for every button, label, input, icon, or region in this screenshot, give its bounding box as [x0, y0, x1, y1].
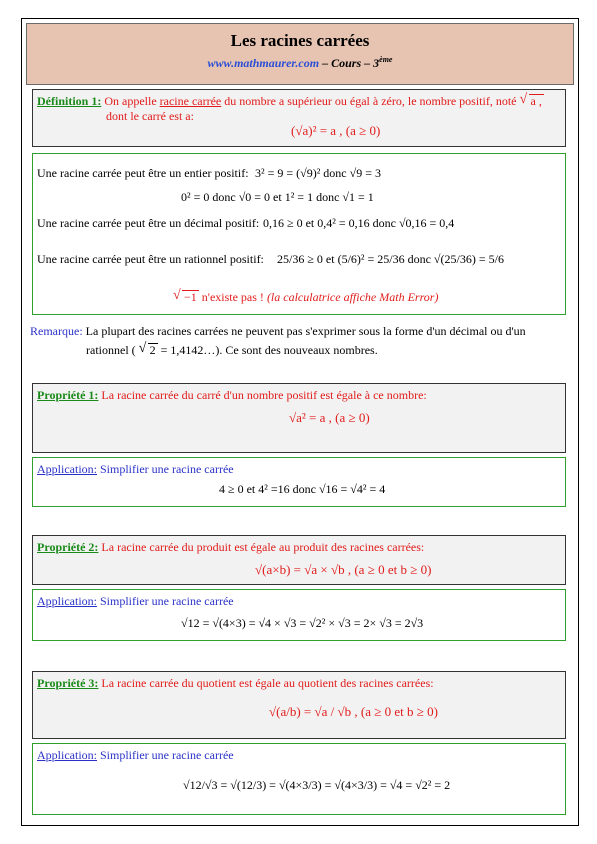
application-2-formula: √12 = √(4×3) = √4 × √3 = √2² × √3 = 2× √3 = 2√3 [181, 616, 424, 630]
application-3-text: Simplifier une racine carrée [100, 748, 234, 762]
site-link[interactable]: www.mathmaurer.com [207, 56, 320, 70]
remark-line1 [30, 324, 526, 339]
definition-line1 [37, 94, 544, 109]
remark-line2 [86, 343, 378, 358]
property-1-line [37, 388, 427, 403]
negative-note: (la calculatrice affiche Math Error) [266, 290, 439, 304]
property-1-label: Propriété 1: [37, 388, 99, 402]
property-2-formula: √(a×b) = √a × √b , (a ≥ 0 et b ≥ 0) [255, 562, 432, 577]
sqrt-two-arg: 2 [149, 343, 156, 357]
application-1-formula: 4 ≥ 0 et 4² =16 donc √16 = √4² = 4 [219, 482, 386, 496]
property-3-text: La racine carrée du quotient est égale au quotient des racines carrées: [101, 676, 434, 690]
subtitle-superscript: ème [379, 55, 393, 64]
integer-label: Une racine carrée peut être un entier positif: [37, 166, 249, 180]
rational-formula: 25/36 ≥ 0 et (5/6)² = 25/36 donc √(25/36) = 5/6 [277, 252, 504, 266]
property-2-text: La racine carrée du produit est égale au produit des racines carrées: [101, 540, 425, 554]
application-1-label: Application: [37, 462, 97, 476]
application-3-label: Application: [37, 748, 97, 762]
property-3-line [37, 676, 434, 691]
remark-text2a: rationnel ( [86, 343, 136, 357]
property-3-label: Propriété 3: [37, 676, 99, 690]
definition-formula: (√a)² = a , (a ≥ 0) [291, 123, 381, 138]
application-3-formula: √12/√3 = √(12/3) = √(4×3/3) = √(4×3/3) = √4 = √2² = 2 [183, 778, 451, 792]
application-1-text: Simplifier une racine carrée [100, 462, 234, 476]
negative-line [173, 290, 438, 305]
application-2-label: Application: [37, 594, 97, 608]
remark-text1: La plupart des racines carrées ne peuvent pas s'exprimer sous la forme d'un décimal ou d'un [85, 324, 526, 338]
application-2-text: Simplifier une racine carrée [100, 594, 234, 608]
property-1-text: La racine carrée du carré d'un nombre positif est égale à ce nombre: [101, 388, 427, 402]
examples-box [32, 153, 566, 315]
page-header [26, 23, 574, 85]
property-3-box [32, 671, 566, 739]
application-1-box [32, 457, 566, 507]
decimal-label: Une racine carrée peut être un décimal positif: [37, 216, 260, 230]
property-2-line [37, 540, 424, 555]
remark-text2b: = 1,4142…). Ce sont des nouveaux nombres. [160, 343, 378, 357]
application-1-line [37, 462, 234, 477]
page-frame [21, 18, 579, 826]
negative-text: n'existe pas ! [201, 290, 264, 304]
sqrt-minus-one [173, 290, 199, 305]
property-2-box [32, 535, 566, 585]
page-title: Les racines carrées [230, 31, 370, 50]
subtitle-text: – Cours – 3 [319, 56, 380, 70]
application-3-box [32, 743, 566, 815]
rational-label: Une racine carrée peut être un rationnel positif: [37, 252, 264, 266]
application-2-box [32, 589, 566, 641]
sqrt-two [139, 343, 158, 358]
integer-formula: 3² = 9 = (√9)² donc √9 = 3 [255, 166, 381, 180]
definition-line2: dont le carré est a: [106, 109, 194, 123]
property-3-formula: √(a/b) = √a / √b , (a ≥ 0 et b ≥ 0) [269, 704, 438, 719]
definition-text-a: On appelle [104, 94, 160, 108]
application-3-line [37, 748, 234, 763]
sqrt-minus-one-arg: −1 [184, 290, 197, 304]
zero-one-formula: 0² = 0 donc √0 = 0 et 1² = 1 donc √1 = 1 [181, 190, 374, 204]
property-2-label: Propriété 2: [37, 540, 99, 554]
remark-label: Remarque: [30, 324, 83, 338]
definition-text-b: du nombre a supérieur ou égal à zéro, le nombre positif, noté [221, 94, 517, 108]
property-1-formula: √a² = a , (a ≥ 0) [289, 410, 370, 425]
definition-box [32, 89, 566, 147]
definition-term: racine carrée [159, 94, 222, 108]
application-2-line [37, 594, 234, 609]
decimal-formula: 0,16 ≥ 0 et 0,4² = 0,16 donc √0,16 = 0,4 [263, 216, 455, 230]
definition-label: Définition 1: [37, 94, 102, 108]
definition-sqrt-arg: a , [530, 94, 542, 108]
page-subtitle [27, 55, 573, 71]
property-1-box [32, 383, 566, 453]
definition-sqrt-a [520, 94, 544, 109]
